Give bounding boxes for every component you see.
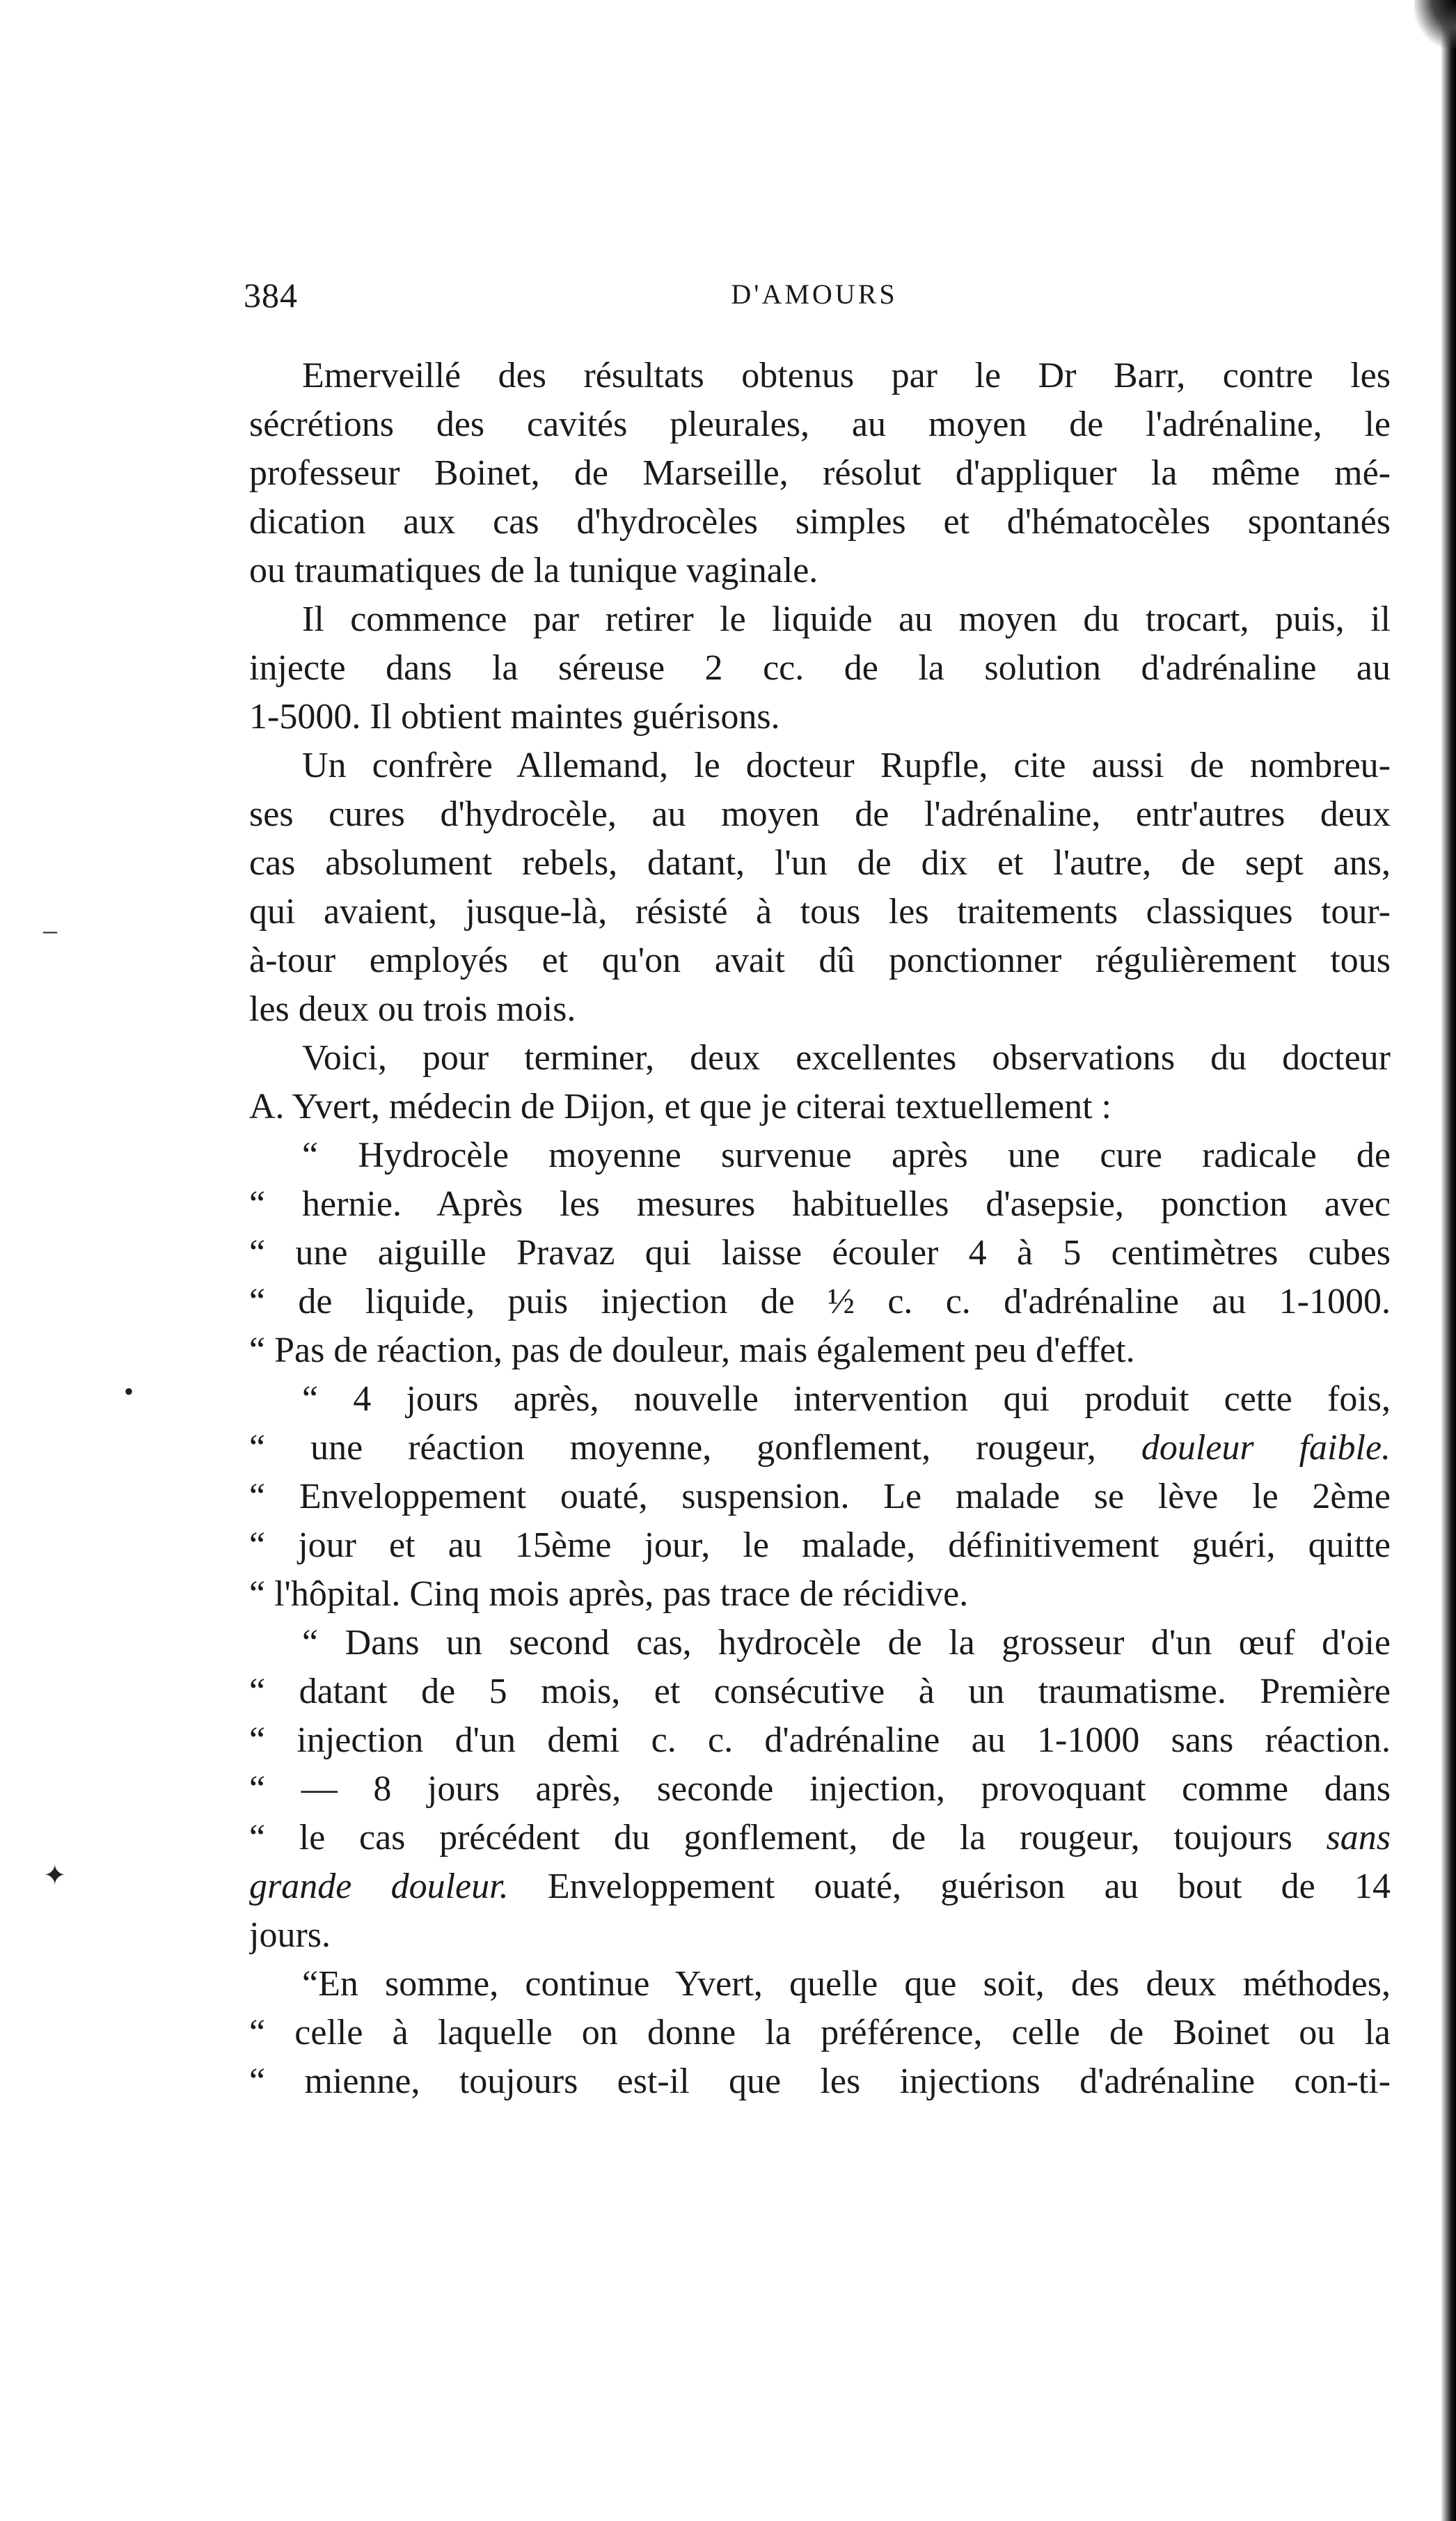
page-header: [244, 275, 1385, 324]
text-line: “ Enveloppement ouaté, suspension. Le malade se lève le 2ème: [249, 1477, 1391, 1516]
text-line: cas absolument rebels, datant, l'un de dix et l'autre, de sept ans,: [249, 843, 1391, 883]
text-line: “ 4 jours après, nouvelle intervention qui produit cette fois,: [302, 1379, 1391, 1419]
text-line: “ hernie. Après les mesures habituelles d'asepsie, ponction avec: [249, 1184, 1391, 1224]
margin-dot: •: [124, 1376, 134, 1407]
text-line: “ celle à laquelle on donne la préférence, celle de Boinet ou la: [249, 2013, 1391, 2052]
text-line: “ mienne, toujours est-il que les injections d'adrénaline con-ti-: [249, 2061, 1391, 2101]
italic-text: douleur faible.: [1141, 1428, 1391, 1468]
text-line: “ Hydrocèle moyenne survenue après une cure radicale de: [302, 1136, 1391, 1175]
text-line: Un confrère Allemand, le docteur Rupfle, cite aussi de nombreu-: [302, 746, 1391, 785]
text-line: A. Yvert, médecin de Dijon, et que je citerai textuellement :: [249, 1087, 1111, 1126]
text-line: ou traumatiques de la tunique vaginale.: [249, 551, 818, 590]
body-text: [249, 352, 1391, 2106]
text-line: “ Pas de réaction, pas de douleur, mais également peu d'effet.: [249, 1330, 1135, 1370]
text-line: ses cures d'hydrocèle, au moyen de l'adrénaline, entr'autres deux: [249, 794, 1391, 834]
text-line: “ injection d'un demi c. c. d'adrénaline au 1-1000 sans réaction.: [249, 1720, 1391, 1760]
margin-dash: –: [43, 914, 57, 945]
text-segment: Enveloppement ouaté, guérison au bout de 14: [547, 1867, 1391, 1906]
page-edge-shadow: [1441, 0, 1456, 2521]
text-line: [249, 1862, 1391, 1911]
text-line: “ une aiguille Pravaz qui laisse écouler 4 à 5 centimètres cubes: [249, 1233, 1391, 1273]
text-line: injecte dans la séreuse 2 cc. de la solution d'adrénaline au: [249, 648, 1391, 688]
text-line: [249, 1424, 1391, 1472]
page-corner-shadow: [1414, 0, 1456, 49]
text-line: Voici, pour terminer, deux excellentes observations du docteur: [302, 1038, 1391, 1078]
text-line: “ Dans un second cas, hydrocèle de la grosseur d'un œuf d'oie: [302, 1623, 1391, 1663]
text-line: 1-5000. Il obtient maintes guérisons.: [249, 697, 780, 737]
italic-text: sans: [1326, 1818, 1391, 1858]
text-line: Il commence par retirer le liquide au moyen du trocart, puis, il: [302, 599, 1391, 639]
text-line: les deux ou trois mois.: [249, 989, 576, 1029]
text-segment: “ une réaction moyenne, gonflement, rougeur,: [249, 1428, 1096, 1468]
text-segment: “ le cas précédent du gonflement, de la rougeur, toujours: [249, 1818, 1292, 1858]
text-line: “ datant de 5 mois, et consécutive à un traumatisme. Première: [249, 1672, 1391, 1711]
margin-star: ✦: [43, 1860, 67, 1891]
text-line: à-tour employés et qu'on avait dû ponctionner régulièrement tous: [249, 941, 1391, 980]
text-line: professeur Boinet, de Marseille, résolut d'appliquer la même mé-: [249, 453, 1391, 493]
text-line: [249, 1814, 1391, 1862]
text-line: sécrétions des cavités pleurales, au moyen de l'adrénaline, le: [249, 405, 1391, 444]
text-line: “ jour et au 15ème jour, le malade, définitivement guéri, quitte: [249, 1525, 1391, 1565]
text-line: qui avaient, jusque-là, résisté à tous les traitements classiques tour-: [249, 892, 1391, 932]
text-line: “ de liquide, puis injection de ½ c. c. d'adrénaline au 1-1000.: [249, 1282, 1391, 1321]
text-line: “En somme, continue Yvert, quelle que soit, des deux méthodes,: [302, 1964, 1391, 2004]
text-line: “ — 8 jours après, seconde injection, provoquant comme dans: [249, 1769, 1391, 1809]
text-line: Emerveillé des résultats obtenus par le Dr Barr, contre les: [302, 356, 1391, 395]
text-line: dication aux cas d'hydrocèles simples et d'hématocèles spontanés: [249, 502, 1391, 542]
page-number: 384: [244, 276, 298, 315]
italic-text: grande douleur.: [249, 1867, 509, 1906]
running-title: D'AMOURS: [731, 278, 898, 310]
text-line: jours.: [249, 1915, 331, 1955]
text-line: “ l'hôpital. Cinq mois après, pas trace de récidive.: [249, 1574, 969, 1614]
